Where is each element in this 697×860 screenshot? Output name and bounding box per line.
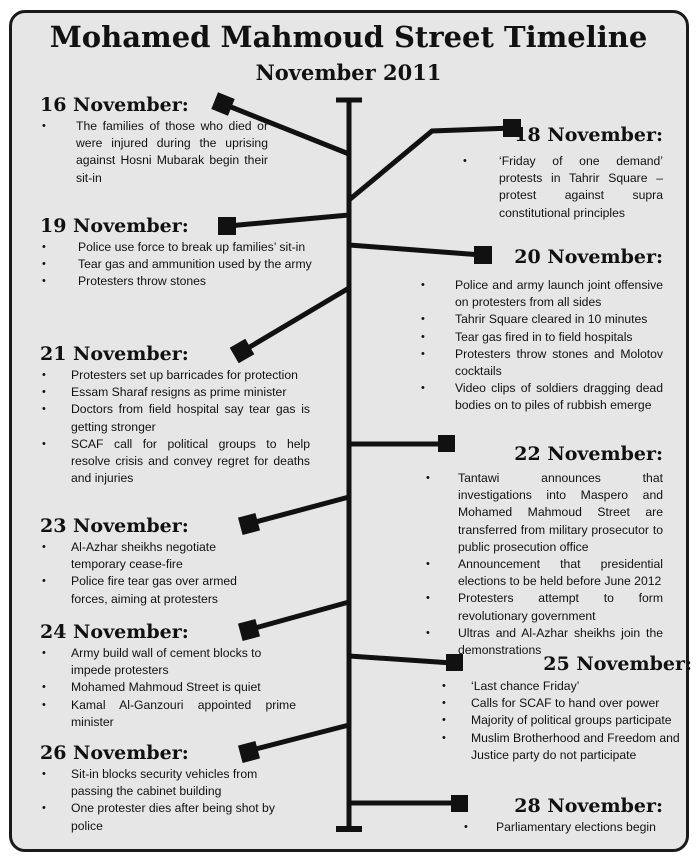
connector-21-nov (243, 288, 349, 351)
event-item: • Tahrir Square cleared in 10 minutes (419, 311, 663, 328)
event-20-november (419, 246, 663, 415)
event-items (40, 367, 310, 487)
event-date: 23 November: (40, 515, 189, 537)
event-item: • Al-Azhar sheikhs negotiate temporary cease-fire (40, 539, 272, 573)
event-item: • Doctors from field hospital say tear gas is getting stronger (40, 401, 310, 435)
event-28-november (462, 795, 663, 836)
event-item: • Majority of political groups participate (440, 712, 690, 729)
event-item: • Protesters throw stones and Molotov cocktails (419, 346, 663, 380)
event-item: • Police and army launch joint offensive on protesters from all sides (419, 277, 663, 311)
event-23-november (40, 515, 272, 608)
event-date: 24 November: (40, 621, 189, 643)
event-items (40, 539, 272, 608)
event-item: • Sit-in blocks security vehicles from passing the cabinet building (40, 766, 280, 800)
event-items (40, 766, 280, 835)
event-items (424, 470, 663, 659)
event-18-november (461, 124, 663, 222)
event-item: • Protesters throw stones (40, 273, 330, 290)
page-subtitle: November 2011 (255, 60, 442, 85)
event-item: • Mohamed Mahmoud Street is quiet (40, 679, 296, 696)
event-date: 21 November: (40, 343, 189, 365)
event-date: 20 November: (514, 246, 663, 268)
event-date: 18 November: (514, 124, 663, 146)
event-item: • Calls for SCAF to hand over power (440, 695, 690, 712)
event-item: • One protester dies after being shot by police (40, 800, 280, 834)
event-items (40, 239, 330, 291)
event-date: 22 November: (514, 443, 663, 465)
event-item: • Announcement that presidential elections to be held before June 2012 (424, 556, 663, 590)
event-item: • Tantawi announces that investigations into Maspero and Mohamed Mahmoud Street are transferred from military prosecutor to public prosecution office (424, 470, 663, 556)
event-item: • Ultras and Al-Azhar sheikhs join the demonstrations (424, 625, 663, 659)
event-16-november (40, 94, 268, 187)
event-19-november (40, 215, 330, 291)
event-item: • Police use force to break up families’ sit-in (40, 239, 330, 256)
event-items (419, 277, 663, 415)
event-item: • Police fire tear gas over armed forces, aiming at protesters (40, 573, 272, 607)
event-date: 26 November: (40, 742, 189, 764)
event-item: • Army build wall of cement blocks to impede protesters (40, 645, 296, 679)
event-26-november (40, 742, 280, 835)
event-item: • ‘Friday of one demand’ protests in Tahrir Square – protest against supra constitutional principles (461, 153, 663, 222)
event-item: • Muslim Brotherhood and Freedom and Justice party do not participate (440, 730, 690, 764)
event-item: • Kamal Al-Ganzouri appointed prime minister (40, 697, 296, 731)
event-items (461, 153, 663, 222)
event-items (40, 118, 268, 187)
event-items (462, 819, 663, 836)
event-22-november (424, 443, 663, 659)
event-item: • Tear gas fired in to field hospitals (419, 329, 663, 346)
event-item: • Parliamentary elections begin (462, 819, 663, 836)
event-items (440, 678, 690, 764)
event-24-november (40, 621, 296, 731)
event-item: • Video clips of soldiers dragging dead bodies on to piles of rubbish emerge (419, 380, 663, 414)
event-item: • The families of those who died or were injured during the uprising against Hosni Mubarak begin their sit-in (40, 118, 268, 187)
event-item: • ‘Last chance Friday’ (440, 678, 690, 695)
event-items (40, 645, 296, 731)
event-21-november (40, 343, 310, 487)
event-item: • Tear gas and ammunition used by the army (40, 256, 330, 273)
event-item: • Essam Sharaf resigns as prime minister (40, 384, 310, 401)
event-date: 25 November: (543, 653, 692, 675)
event-date: 16 November: (40, 94, 189, 116)
event-25-november (440, 653, 690, 764)
event-item: • Protesters attempt to form revolutionary government (424, 590, 663, 624)
event-item: • SCAF call for political groups to help resolve crisis and convey regret for deaths and injuries (40, 436, 310, 488)
event-date: 19 November: (40, 215, 189, 237)
event-item: • Protesters set up barricades for protection (40, 367, 310, 384)
event-date: 28 November: (514, 795, 663, 817)
page-title: Mohamed Mahmoud Street Timeline (49, 20, 648, 54)
